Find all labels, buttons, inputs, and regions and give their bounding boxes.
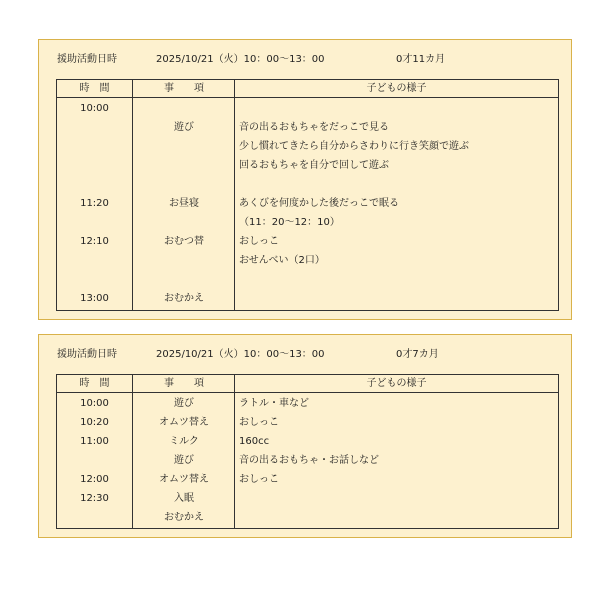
table-row [57, 99, 558, 118]
time-cell: 12:10 [80, 236, 109, 247]
child-age: 0才11カ月 [396, 54, 446, 65]
item-cell [133, 137, 235, 156]
table-row [57, 213, 558, 232]
note-cell: おせんべい（2口） [239, 255, 325, 266]
note-cell [239, 489, 554, 508]
time-cell [57, 251, 132, 270]
table-row [57, 508, 558, 527]
time-cell: 10:00 [80, 103, 109, 114]
table-row [57, 118, 558, 137]
datetime-value: 2025/10/21（火）10：00〜13：00 [156, 349, 325, 360]
child-age: 0才7カ月 [396, 349, 439, 360]
item-cell: おむつ替 [164, 236, 204, 247]
item-cell: オムツ替え [159, 474, 209, 485]
note-cell: 音の出るおもちゃ・お話しなど [239, 455, 379, 466]
note-cell: おしっこ [239, 236, 279, 247]
note-cell [239, 175, 554, 194]
item-cell: お昼寝 [169, 198, 199, 209]
col-item-header: 事 項 [164, 83, 204, 94]
note-cell: 少し慣れてきたら自分からさわりに行き笑顔で遊ぶ [239, 141, 469, 152]
item-cell [133, 251, 235, 270]
col-time-header: 時 間 [79, 378, 110, 389]
note-cell: 音の出るおもちゃをだっこで見る [239, 122, 389, 133]
time-cell: 12:00 [80, 474, 109, 485]
time-cell: 13:00 [80, 293, 109, 304]
time-cell: 12:30 [80, 493, 109, 504]
record-card-2 [38, 334, 572, 538]
item-cell: おむかえ [164, 512, 204, 523]
col-note-header: 子どもの様子 [366, 83, 427, 94]
item-cell: 遊び [174, 122, 194, 133]
item-cell [133, 156, 235, 175]
time-cell [57, 118, 132, 137]
table-row [57, 194, 558, 213]
table-row [57, 232, 558, 251]
time-cell [57, 213, 132, 232]
item-cell: 遊び [174, 455, 194, 466]
item-cell: ミルク [169, 436, 199, 447]
time-cell: 10:20 [80, 417, 109, 428]
time-cell [57, 137, 132, 156]
table-row [57, 470, 558, 489]
table-row [57, 175, 558, 194]
item-cell [133, 270, 235, 289]
note-cell [239, 508, 554, 527]
note-cell: （11：20〜12：10） [239, 217, 340, 228]
activity-table [56, 374, 559, 529]
item-cell [133, 175, 235, 194]
note-cell: 160cc [239, 436, 270, 447]
table-row [57, 137, 558, 156]
col-note-header: 子どもの様子 [366, 378, 427, 389]
note-cell: おしっこ [239, 417, 279, 428]
record-card-1 [38, 39, 572, 320]
time-cell: 10:00 [80, 398, 109, 409]
datetime-label: 援助活動日時 [57, 54, 117, 65]
time-cell [57, 451, 132, 470]
time-cell [57, 508, 132, 527]
note-cell [239, 289, 554, 308]
note-cell [239, 270, 554, 289]
table-row [57, 394, 558, 413]
item-cell: オムツ替え [159, 417, 209, 428]
note-cell: ラトル・車など [239, 398, 309, 409]
item-cell: おむかえ [164, 293, 204, 304]
item-cell: 遊び [174, 398, 194, 409]
note-cell: あくびを何度かした後だっこで眠る [239, 198, 399, 209]
table-row [57, 270, 558, 289]
table-row [57, 413, 558, 432]
time-cell [57, 175, 132, 194]
col-item-header: 事 項 [164, 378, 204, 389]
time-cell [57, 156, 132, 175]
col-time-header: 時 間 [79, 83, 110, 94]
datetime-value: 2025/10/21（火）10：00〜13：00 [156, 54, 325, 65]
note-cell: おしっこ [239, 474, 279, 485]
table-row [57, 251, 558, 270]
item-cell: 入眠 [174, 493, 194, 504]
note-cell [239, 99, 554, 118]
table-row [57, 432, 558, 451]
table-row [57, 156, 558, 175]
time-cell [57, 270, 132, 289]
table-row [57, 489, 558, 508]
item-cell [133, 99, 235, 118]
time-cell: 11:00 [80, 436, 109, 447]
note-cell: 回るおもちゃを自分で回して遊ぶ [239, 160, 389, 171]
activity-table [56, 79, 559, 311]
item-cell [133, 213, 235, 232]
datetime-label: 援助活動日時 [57, 349, 117, 360]
time-cell: 11:20 [80, 198, 109, 209]
table-row [57, 451, 558, 470]
table-row [57, 289, 558, 308]
